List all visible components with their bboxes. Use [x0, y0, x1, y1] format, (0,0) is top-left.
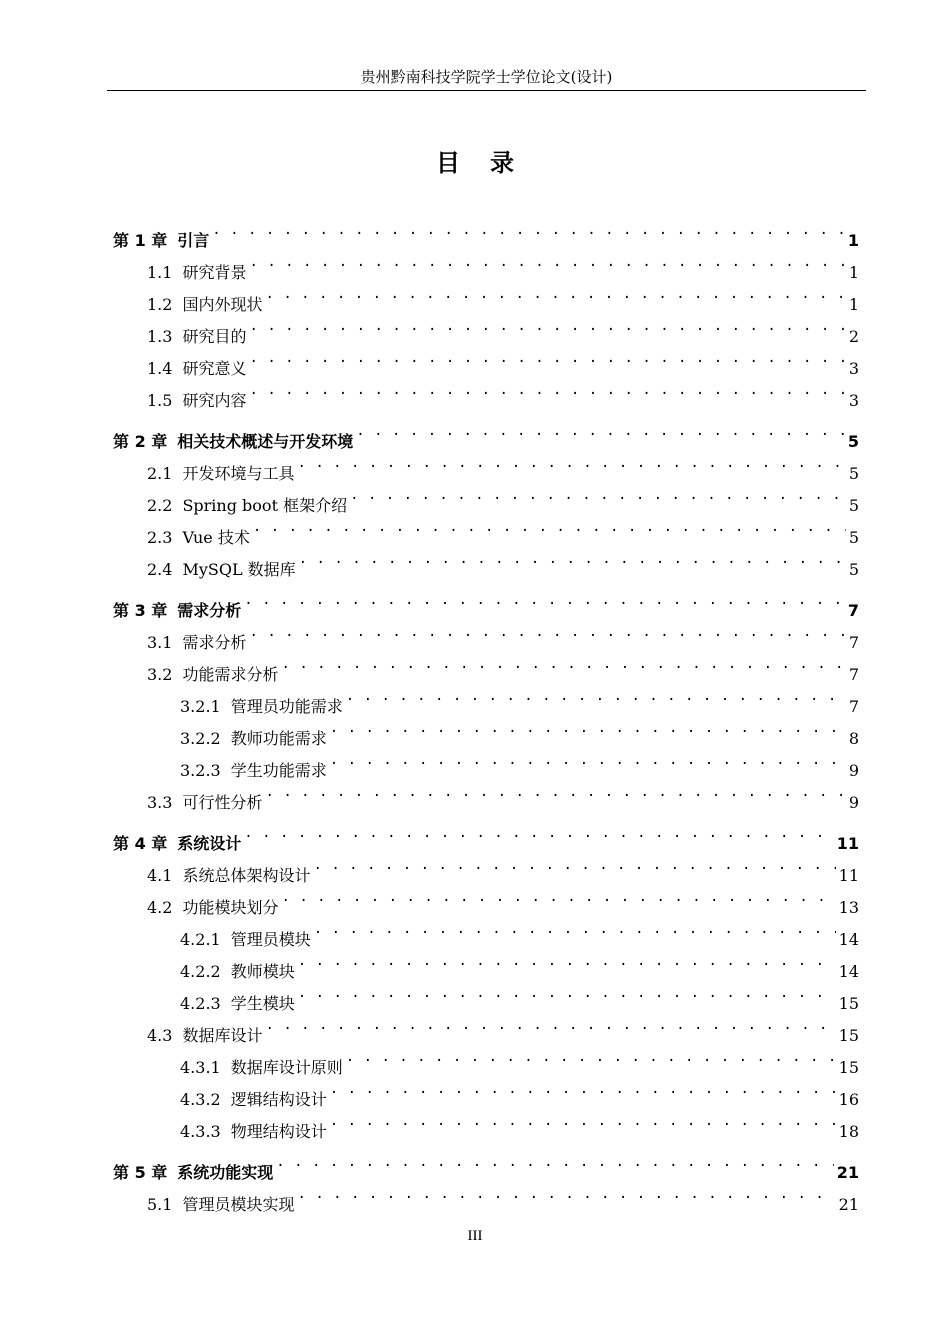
toc-entry-title: 需求分析 — [177, 601, 242, 620]
toc-entry-number: 3.2.1 — [180, 697, 221, 716]
toc-dot-leader — [346, 1041, 836, 1073]
toc-section-entry[interactable] — [113, 945, 859, 981]
toc-dot-leader — [314, 913, 836, 945]
toc-entry-page: 21 — [836, 1163, 859, 1182]
toc-entry-number: 3.1 — [147, 633, 173, 652]
header-rule — [107, 90, 866, 91]
toc-entry-number: 4.3.2 — [180, 1090, 221, 1109]
toc-entry-number: 4.2.3 — [180, 994, 221, 1013]
toc-chapter-entry[interactable] — [113, 817, 859, 853]
toc-entry-page: 1 — [848, 263, 859, 282]
toc-dot-leader — [249, 374, 845, 406]
toc-dot-leader — [356, 415, 845, 447]
toc-entry-title: 国内外现状 — [182, 295, 263, 314]
toc-entry-number: 4.3.1 — [180, 1058, 221, 1077]
toc-entry-page: 7 — [848, 633, 859, 652]
toc-chapter-entry[interactable] — [113, 214, 859, 250]
toc-dot-leader — [297, 1178, 835, 1210]
toc-entry-page: 21 — [838, 1195, 859, 1214]
toc-entry-page: 14 — [838, 962, 859, 981]
toc-entry-title: 管理员模块实现 — [182, 1195, 295, 1214]
toc-entry-number: 3.3 — [147, 793, 173, 812]
toc-entry-number: 1.5 — [147, 391, 173, 410]
toc-entry-page: 15 — [838, 1058, 859, 1077]
toc-entry-title: 相关技术概述与开发环境 — [177, 432, 354, 451]
toc-entry-page: 8 — [848, 729, 859, 748]
toc-entry-page: 5 — [848, 528, 859, 547]
toc-dot-leader — [297, 447, 845, 479]
toc-entry-page: 15 — [838, 1026, 859, 1045]
toc-entry-title: 数据库设计原则 — [230, 1058, 343, 1077]
toc-entry-page: 5 — [848, 560, 859, 579]
toc-dot-leader — [330, 1073, 836, 1105]
toc-entry-title: 教师功能需求 — [230, 729, 327, 748]
toc-entry-title: 教师模块 — [230, 962, 295, 981]
toc-dot-leader — [265, 278, 845, 310]
toc-entry-number: 1.3 — [147, 327, 173, 346]
page-title: 目录 — [436, 149, 544, 177]
toc-dot-leader — [265, 776, 845, 808]
toc-entry-title: 研究背景 — [182, 263, 247, 282]
toc-entry-title: 学生功能需求 — [230, 761, 327, 780]
toc-entry-number: 4.2.2 — [180, 962, 221, 981]
toc-entry-number: 3.2.3 — [180, 761, 221, 780]
toc-dot-leader — [298, 945, 836, 977]
toc-entry-number: 5.1 — [147, 1195, 173, 1214]
toc-entry-number: 1.1 — [147, 263, 173, 282]
toc-entry-number: 第 2 章 — [113, 432, 168, 451]
toc-entry-title: MySQL 数据库 — [182, 560, 296, 579]
toc-entry-number: 4.3.3 — [180, 1122, 221, 1141]
toc-entry-page: 7 — [847, 601, 859, 620]
toc-entry-page: 3 — [848, 391, 859, 410]
toc-entry-title: 系统设计 — [177, 834, 242, 853]
toc-dot-leader — [253, 511, 846, 543]
toc-entry-page: 1 — [848, 295, 859, 314]
toc-section-entry[interactable] — [113, 246, 859, 282]
toc-entry-page: 9 — [848, 793, 859, 812]
toc-entry-page: 11 — [838, 866, 859, 885]
toc-entry-number: 3.2.2 — [180, 729, 221, 748]
toc-entry-title: 数据库设计 — [182, 1026, 263, 1045]
toc-entry-title: 功能模块划分 — [182, 898, 279, 917]
toc-entry-title: 引言 — [177, 231, 210, 250]
toc-dot-leader — [330, 712, 846, 744]
toc-section-entry[interactable] — [113, 776, 859, 812]
toc-entry-page: 7 — [848, 665, 859, 684]
toc-entry-page: 5 — [847, 432, 859, 451]
toc-entry-number: 2.1 — [147, 464, 173, 483]
toc-entry-number: 第 5 章 — [113, 1163, 168, 1182]
toc-entry-number: 4.1 — [147, 866, 173, 885]
toc-entry-page: 3 — [848, 359, 859, 378]
toc-entry-number: 4.3 — [147, 1026, 173, 1045]
toc-dot-leader — [313, 849, 835, 881]
toc-dot-leader — [330, 1105, 836, 1137]
toc-entry-title: 逻辑结构设计 — [230, 1090, 327, 1109]
toc-chapter-entry[interactable] — [113, 415, 859, 451]
toc-dot-leader — [249, 310, 845, 342]
toc-section-entry[interactable] — [113, 1009, 859, 1045]
toc-entry-title: 学生模块 — [230, 994, 295, 1013]
toc-dot-leader — [298, 977, 836, 1009]
toc-entry-title: 系统总体架构设计 — [182, 866, 311, 885]
toc-dot-leader — [346, 680, 846, 712]
toc-chapter-entry[interactable] — [113, 1146, 859, 1182]
toc-entry-title: 研究内容 — [182, 391, 247, 410]
toc-entry-page: 9 — [848, 761, 859, 780]
toc-entry-page: 16 — [838, 1090, 859, 1109]
table-of-contents — [113, 214, 859, 1214]
toc-dot-leader — [249, 616, 845, 648]
toc-entry-title: 需求分析 — [182, 633, 247, 652]
toc-dot-leader — [244, 584, 845, 616]
toc-entry-page: 7 — [848, 697, 859, 716]
toc-entry-title: Spring boot 框架介绍 — [182, 496, 348, 515]
toc-section-entry[interactable] — [113, 1105, 859, 1141]
toc-entry-page: 5 — [848, 464, 859, 483]
toc-entry-number: 1.4 — [147, 359, 173, 378]
toc-dot-leader — [249, 246, 845, 278]
toc-entry-number: 第 3 章 — [113, 601, 168, 620]
toc-entry-title: 物理结构设计 — [230, 1122, 327, 1141]
toc-dot-leader — [299, 543, 846, 575]
toc-entry-title: 管理员模块 — [230, 930, 311, 949]
running-header: 贵州黔南科技学院学士学位论文(设计) — [360, 68, 613, 86]
toc-entry-number: 4.2 — [147, 898, 173, 917]
toc-dot-leader — [244, 817, 833, 849]
toc-dot-leader — [281, 881, 835, 913]
toc-entry-number: 第 4 章 — [113, 834, 168, 853]
toc-entry-page: 18 — [838, 1122, 859, 1141]
toc-entry-page: 11 — [836, 834, 859, 853]
toc-entry-title: Vue 技术 — [182, 528, 250, 547]
toc-entry-title: 研究目的 — [182, 327, 247, 346]
toc-entry-page: 1 — [847, 231, 859, 250]
toc-entry-number: 2.4 — [147, 560, 173, 579]
toc-entry-title: 可行性分析 — [182, 793, 263, 812]
toc-entry-number: 2.2 — [147, 496, 173, 515]
toc-entry-page: 5 — [848, 496, 859, 515]
toc-entry-page: 15 — [838, 994, 859, 1013]
toc-section-entry[interactable] — [113, 977, 859, 1013]
toc-dot-leader — [276, 1146, 833, 1178]
page-number: III — [467, 1228, 483, 1244]
toc-entry-title: 研究意义 — [182, 359, 247, 378]
toc-entry-title: 系统功能实现 — [177, 1163, 274, 1182]
toc-entry-number: 2.3 — [147, 528, 173, 547]
toc-entry-page: 2 — [848, 327, 859, 346]
toc-section-entry[interactable] — [113, 1073, 859, 1109]
toc-section-entry[interactable] — [113, 744, 859, 780]
toc-dot-leader — [212, 214, 845, 246]
toc-entry-title: 功能需求分析 — [182, 665, 279, 684]
toc-entry-page: 13 — [838, 898, 859, 917]
toc-entry-number: 1.2 — [147, 295, 173, 314]
toc-entry-number: 3.2 — [147, 665, 173, 684]
toc-dot-leader — [265, 1009, 835, 1041]
toc-entry-number: 第 1 章 — [113, 231, 168, 250]
toc-entry-number: 4.2.1 — [180, 930, 221, 949]
toc-dot-leader — [281, 648, 845, 680]
toc-dot-leader — [350, 479, 846, 511]
toc-entry-title: 管理员功能需求 — [230, 697, 343, 716]
toc-entry-page: 14 — [838, 930, 859, 949]
toc-chapter-entry[interactable] — [113, 584, 859, 620]
toc-dot-leader — [249, 342, 845, 374]
toc-section-entry[interactable] — [113, 712, 859, 748]
toc-dot-leader — [330, 744, 846, 776]
toc-entry-title: 开发环境与工具 — [182, 464, 295, 483]
